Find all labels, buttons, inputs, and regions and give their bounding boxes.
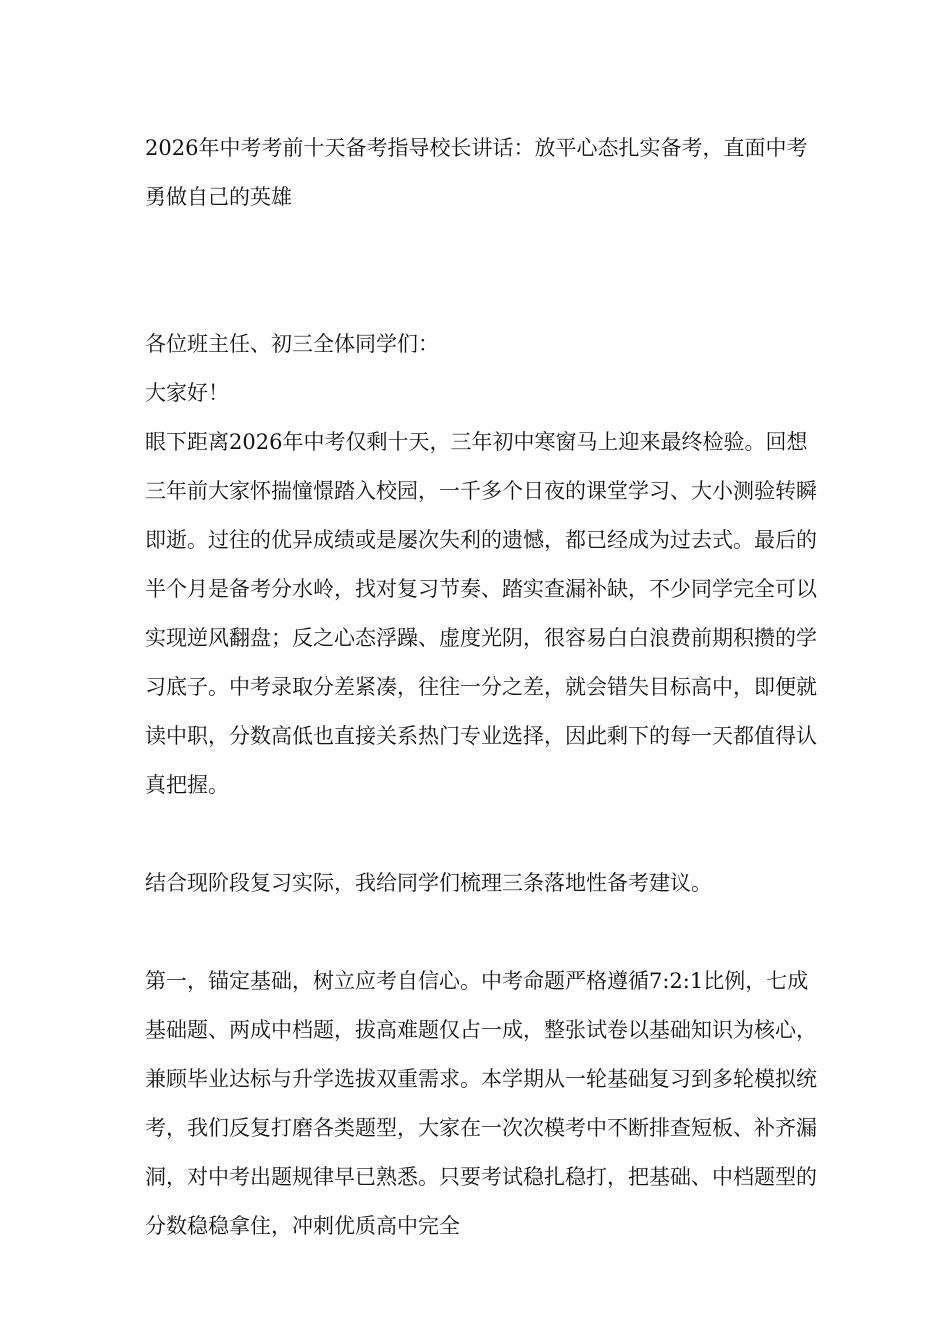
paragraph-suggestions-intro: 结合现阶段复习实际，我给同学们梳理三条落地性备考建议。	[145, 871, 712, 895]
document-body	[145, 124, 825, 1251]
salutation: 各位班主任、初三全体同学们：	[145, 332, 439, 356]
spacer	[145, 908, 825, 957]
spacer	[145, 810, 825, 859]
document-title: 2026年中考考前十天备考指导校长讲话：放平心态扎实备考，直面中考勇做自己的英雄	[145, 136, 808, 209]
spacer	[145, 222, 825, 320]
paragraph-first-suggestion: 第一，锚定基础，树立应考自信心。中考命题严格遵循7:2:1比例，七成基础题、两成中档题，拔高难题仅占一成，整张试卷以基础知识为核心，兼顾毕业达标与升学选拔双重需求。本学期从一轮基础复习到多轮模拟统考，我们反复打磨各类题型，大家在一次次模考中不断排查短板、补齐漏洞，对中考出题规律早已熟悉。只要考试稳扎稳打，把基础、中档题型的分数稳稳拿住，冲刺优质高中完全	[145, 969, 817, 1238]
paragraph-intro: 眼下距离2026年中考仅剩十天，三年初中寒窗马上迎来最终检验。回想三年前大家怀揣憧憬踏入校园，一千多个日夜的课堂学习、大小测验转瞬即逝。过往的优异成绩或是屡次失利的遗憾，都已经成为过去式。最后的半个月是备考分水岭，找对复习节奏、踏实查漏补缺，不少同学完全可以实现逆风翻盘；反之心态浮躁、虚度光阴，很容易白白浪费前期积攒的学习底子。中考录取分差紧凑，往往一分之差，就会错失目标高中，即便就读中职，分数高低也直接关系热门专业选择，因此剩下的每一天都值得认真把握。	[145, 430, 817, 797]
greeting: 大家好！	[145, 381, 229, 405]
